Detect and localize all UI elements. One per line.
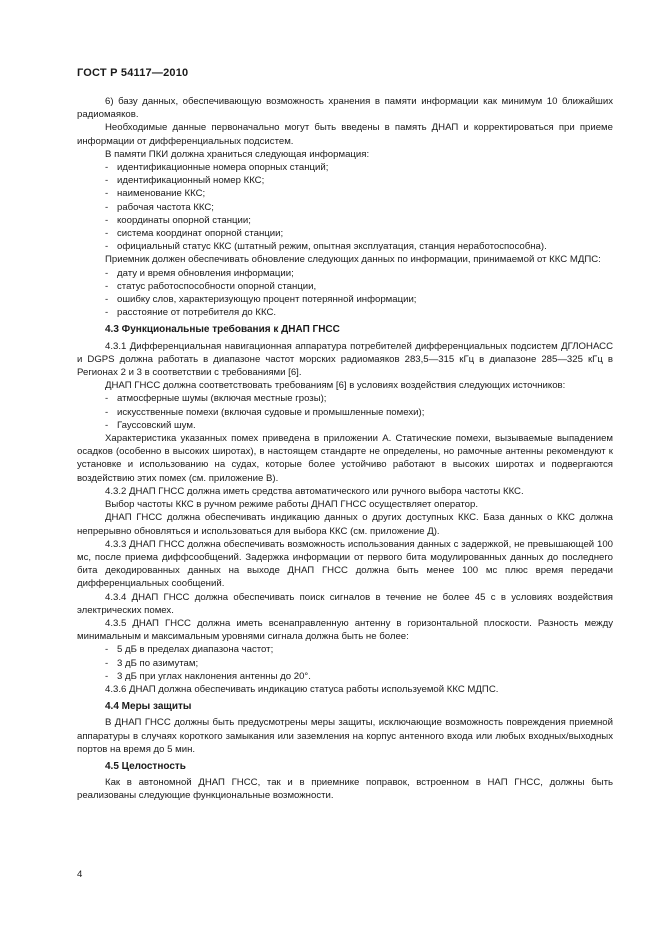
list-item xyxy=(77,227,613,240)
list-item xyxy=(77,174,613,187)
list-item xyxy=(77,406,613,419)
list-item-text: 5 дБ в пределах диапазона частот; xyxy=(117,644,274,656)
list-item xyxy=(77,657,613,670)
document-header: ГОСТ Р 54117—2010 xyxy=(77,67,189,79)
list-dash: - xyxy=(105,280,109,292)
section-heading: 4.4 Меры защиты xyxy=(105,701,192,713)
list-item xyxy=(77,643,613,656)
paragraph: В ДНАП ГНСС должны быть предусмотрены меры защиты, исключающие возможность повреждения приемной аппаратуры в случаях короткого замыкания или заземления на корпус антенного входа или любых входных/выходных портов на время до 5 мин. xyxy=(77,717,613,755)
page-number: 4 xyxy=(77,869,83,880)
list-item-text: статус работоспособности опорной станции, xyxy=(117,280,317,292)
list-item xyxy=(77,267,613,280)
list-item xyxy=(77,161,613,174)
paragraph: 4.3.4 ДНАП ГНСС должна обеспечивать поиск сигналов в течение не более 45 с в условиях воздействия электрических помех. xyxy=(77,591,613,616)
list-item xyxy=(77,293,613,306)
list-dash: - xyxy=(105,241,109,253)
paragraph: 4.3.1 Дифференциальная навигационная аппаратура потребителей дифференциальных подсистем ДГЛОНАСС и DGPS должна работать в диапазоне частот морских радиомаяков 283,5—315 кГц в диапазоне 285—325 кГц в Регионах 2 и 3 в соответствии с требованиями [6]. xyxy=(77,340,613,379)
list-item-text: официальный статус ККС (штатный режим, опытная эксплуатация, станция неработоспособна). xyxy=(117,241,547,253)
list-item-text: 3 дБ при углах наклонения антенны до 20°. xyxy=(117,670,311,682)
list-item-text: расстояние от потребителя до ККС. xyxy=(117,307,277,319)
list-item-text: ошибку слов, характеризующую процент потерянной информации; xyxy=(117,294,417,306)
list-item-text: наименование ККС; xyxy=(117,188,206,200)
list-item xyxy=(77,419,613,432)
list-dash: - xyxy=(105,201,109,213)
list-item-text: идентификационные номера опорных станций; xyxy=(117,162,329,174)
list-item xyxy=(77,240,613,253)
paragraph: Приемник должен обеспечивать обновление следующих данных по информации, принимаемой от ККС МДПС: xyxy=(105,254,601,266)
list-dash: - xyxy=(105,228,109,240)
paragraph: ДНАП ГНСС должна соответствовать требованиям [6] в условиях воздействия следующих источников: xyxy=(105,380,566,392)
list-item-text: дату и время обновления информации; xyxy=(117,267,294,279)
list-item-text: идентификационный номер ККС; xyxy=(117,175,265,187)
paragraph: ДНАП ГНСС должна обеспечивать индикацию данных о других доступных ККС. База данных о ККС должна непрерывно обновляться и использоваться для выбора ККС (см. приложение Д). xyxy=(77,512,613,537)
list-item xyxy=(77,670,613,683)
list-item xyxy=(77,187,613,200)
list-dash: - xyxy=(105,419,109,431)
list-item-text: координаты опорной станции; xyxy=(117,214,251,226)
list-item-text: атмосферные шумы (включая местные грозы); xyxy=(117,393,327,405)
list-item xyxy=(77,306,613,319)
list-dash: - xyxy=(105,670,109,682)
list-dash: - xyxy=(105,307,109,319)
paragraph: В памяти ПКИ должна храниться следующая информация: xyxy=(105,148,370,160)
paragraph: Как в автономной ДНАП ГНСС, так и в приемнике поправок, встроенном в НАП ГНСС, должны быть реализованы следующие функциональные возможности. xyxy=(77,777,613,802)
list-dash: - xyxy=(105,294,109,306)
list-dash: - xyxy=(105,267,109,279)
paragraph: 4.3.3 ДНАП ГНСС должна обеспечивать возможность использования данных с задержкой, не превышающей 100 мс, после приема диффсообщений. Задержка информации от первого бита модулированных данных до последнего бита декодированных данных на выходе ДНАП ГНСС должна быть менее 100 мс плюс время передачи дифференциальных сообщений. xyxy=(77,538,613,590)
list-dash: - xyxy=(105,175,109,187)
section-heading: 4.5 Целостность xyxy=(105,760,186,772)
paragraph: 4.3.2 ДНАП ГНСС должна иметь средства автоматического или ручного выбора частоты ККС. xyxy=(105,485,524,497)
list-dash: - xyxy=(105,393,109,405)
paragraph: 4.3.5 ДНАП ГНСС должна иметь всенаправленную антенну в горизонтальной плоскости. Разность между минимальным и максимальным уровнями сигнала должна быть не более: xyxy=(77,617,613,643)
list-dash: - xyxy=(105,214,109,226)
list-item xyxy=(77,280,613,293)
list-dash: - xyxy=(105,644,109,656)
paragraph: 4.3.6 ДНАП должна обеспечивать индикацию статуса работы используемой ККС МДПС. xyxy=(105,683,499,695)
paragraph: Необходимые данные первоначально могут быть введены в память ДНАП и корректироваться при приеме информации от дифференциальных подсистем. xyxy=(77,122,613,147)
list-item xyxy=(77,201,613,214)
list-dash: - xyxy=(105,162,109,174)
list-item-text: 3 дБ по азимутам; xyxy=(117,657,199,669)
list-item xyxy=(77,392,613,405)
list-item-text: рабочая частота ККС; xyxy=(117,201,214,213)
list-item-text: искусственные помехи (включая судовые и промышленные помехи); xyxy=(117,406,425,418)
section-heading: 4.3 Функциональные требования к ДНАП ГНСС xyxy=(105,324,340,336)
list-item xyxy=(77,214,613,227)
list-item-text: Гауссовский шум. xyxy=(117,419,196,431)
document-body xyxy=(77,95,613,803)
paragraph: Выбор частоты ККС в ручном режиме работы ДНАП ГНСС осуществляет оператор. xyxy=(105,499,479,511)
paragraph: 6) базу данных, обеспечивающую возможность хранения в памяти информации как минимум 10 ближайших радиомаяков. xyxy=(77,96,613,121)
paragraph: Характеристика указанных помех приведена в приложении А. Статические помехи, вызываемые выпадением осадков (особенно в высоких широтах), в настоящем стандарте не определены, но рамочные антенны рекомендуют к установке и использованию на судах, которые более устойчиво работают в высоких широтах и подвергаются воздействию этих помех (см. приложение В). xyxy=(77,433,613,484)
list-dash: - xyxy=(105,188,109,200)
list-dash: - xyxy=(105,657,109,669)
list-dash: - xyxy=(105,406,109,418)
list-item-text: система координат опорной станции; xyxy=(117,228,284,240)
